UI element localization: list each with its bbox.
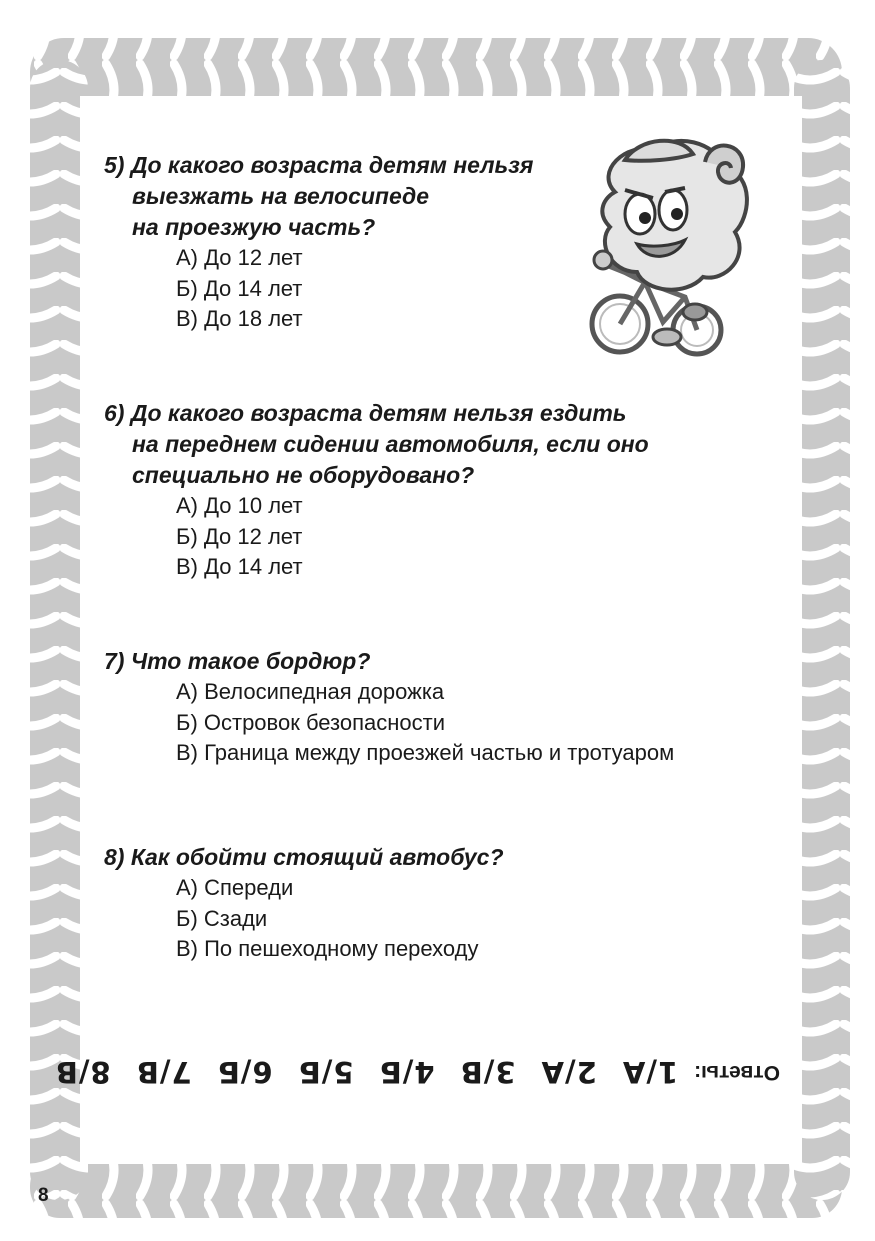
question-title-line: 7) Что такое бордюр?	[104, 648, 371, 674]
option-b: Б) До 12 лет	[176, 523, 303, 549]
options-list	[104, 491, 784, 583]
rope-right	[794, 60, 850, 1200]
question-6	[104, 398, 784, 583]
option-a: А) Спереди	[176, 875, 294, 900]
question-title-line: на переднем сидении автомобиля, если оно	[132, 431, 649, 457]
rope-left	[30, 60, 88, 1200]
question-title-line: 6) До какого возраста детям нельзя ездить	[104, 400, 627, 426]
options-list	[104, 873, 784, 965]
option-a: А) До 10 лет	[176, 493, 303, 518]
page-number: 8	[38, 1185, 49, 1206]
option-a: А) До 12 лет	[176, 245, 303, 270]
option-c: В) По пешеходному переходу	[176, 936, 479, 961]
option-b: Б) До 14 лет	[176, 275, 303, 301]
question-title-line: на проезжую часть?	[132, 214, 376, 240]
question-title-line: выезжать на велосипеде	[132, 183, 430, 209]
question-7	[104, 646, 784, 769]
option-a: А) Велосипедная дорожка	[176, 679, 445, 704]
sheep-on-bicycle-icon	[585, 132, 755, 367]
question-title-line: специально не оборудовано?	[132, 462, 475, 488]
question-title	[104, 842, 784, 873]
answers-codes: 1/А 2/А 3/В 4/Б 5/Б 6/Б 7/В 8/В	[54, 1055, 679, 1089]
answers-label: Ответы:	[694, 1061, 780, 1084]
option-b: Б) Островок безопасности	[176, 709, 446, 735]
answers-upside-down	[54, 1050, 780, 1094]
question-title	[104, 398, 784, 491]
question-title	[104, 646, 784, 677]
option-b: Б) Сзади	[176, 905, 268, 931]
option-c: В) Граница между проезжей частью и тротуаром	[176, 740, 675, 765]
rope-bottom	[30, 1156, 842, 1218]
question-title-line: 5) До какого возраста детям нельзя	[104, 152, 534, 178]
option-c: В) До 14 лет	[176, 554, 303, 579]
options-list	[104, 677, 784, 769]
option-c: В) До 18 лет	[176, 306, 303, 331]
question-8	[104, 842, 784, 965]
question-title-line: 8) Как обойти стоящий автобус?	[104, 844, 504, 870]
